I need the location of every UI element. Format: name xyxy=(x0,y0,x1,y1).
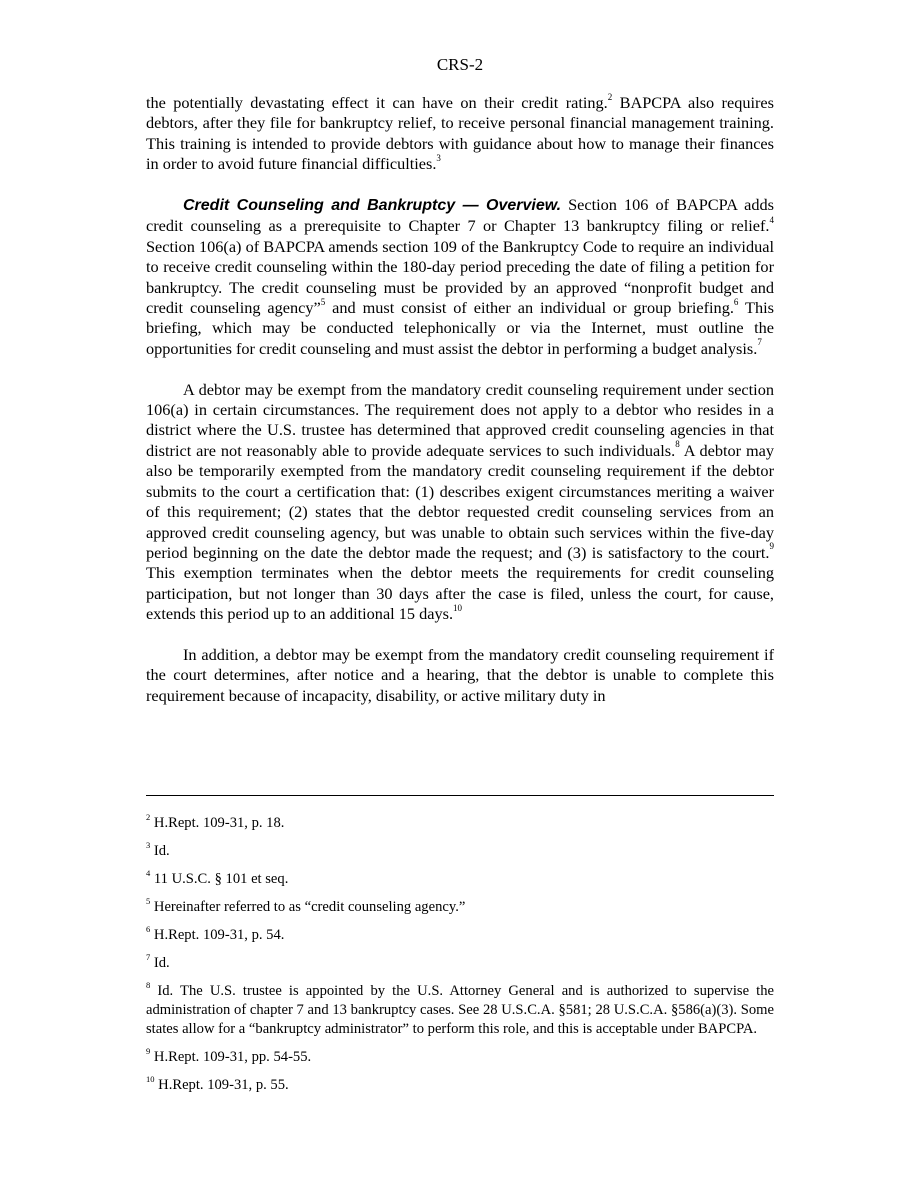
footnote xyxy=(146,982,774,1039)
footnote-number: 9 xyxy=(146,1046,151,1057)
footnote xyxy=(146,926,774,945)
footnote xyxy=(146,842,774,861)
footnote-number: 10 xyxy=(146,1074,155,1085)
footnote-reference[interactable]: 9 xyxy=(769,541,774,552)
footnote-reference[interactable]: 5 xyxy=(320,296,326,307)
footnote-separator xyxy=(146,795,774,796)
paragraph-text: A debtor may also be temporarily exempted from the mandatory credit counseling requirement if the debtor submits to the court a certification that: (1) describes exigent circumstances meriting a waiver of this requirement; (2) states that the debtor requested credit counseling services from an approved credit counseling agency, but was unable to obtain such services within the five-day period beginning on the date the debtor made the request; and (3) is satisfactory to the court. xyxy=(146,440,775,562)
section-run-in-heading: Credit Counseling and Bankruptcy — Overview. xyxy=(183,197,562,215)
footnote-reference[interactable]: 3 xyxy=(436,152,441,163)
paragraph-continuation xyxy=(146,93,774,175)
footnote xyxy=(146,1076,774,1095)
footnote-number: 2 xyxy=(146,812,151,823)
footnote xyxy=(146,814,774,833)
footnote-number: 8 xyxy=(146,980,151,991)
paragraph-text: Section 106 of BAPCPA adds credit counseling as a prerequisite to Chapter 7 or Chapter 13 bankruptcy filing or relief. xyxy=(146,195,774,236)
footnote xyxy=(146,954,774,973)
footnote-reference[interactable]: 2 xyxy=(607,91,613,102)
footnote xyxy=(146,870,774,889)
footnote-text: Id. xyxy=(150,843,170,859)
footnote-text: Hereinafter referred to as “credit counseling agency.” xyxy=(150,899,466,915)
paragraph-exemptions xyxy=(146,380,774,625)
footnote-text: 11 U.S.C. § 101 et seq. xyxy=(150,871,289,887)
footnote-number: 6 xyxy=(146,924,151,935)
paragraph-text: BAPCPA also requires debtors, after they file for bankruptcy relief, to receive personal financial management training. This training is intended to provide debtors with guidance about how to manage their finances in order to avoid future financial difficulties. xyxy=(146,93,774,174)
footnote-number: 5 xyxy=(146,896,151,907)
footnote-reference[interactable]: 10 xyxy=(453,602,463,613)
footnote xyxy=(146,898,774,917)
page-number-header: CRS-2 xyxy=(436,55,484,74)
footnote-text: H.Rept. 109-31, p. 18. xyxy=(150,815,285,831)
footnote-reference[interactable]: 6 xyxy=(733,296,739,307)
footnote-number: 7 xyxy=(146,952,151,963)
footnote-text: Id. xyxy=(150,955,170,971)
footnote-text: H.Rept. 109-31, p. 54. xyxy=(150,927,285,943)
paragraph-text: and must consist of either an individual or group briefing. xyxy=(325,298,734,318)
paragraph-text: This exemption terminates when the debtor meets the requirements for credit counseling participation, but not longer than 30 days after the case is filed, unless the court, for cause, extends this period up to an additional 15 days. xyxy=(146,563,774,624)
footnote xyxy=(146,1048,774,1067)
paragraph-text: In addition, a debtor may be exempt from the mandatory credit counseling requirement if the court determines, after notice and a hearing, that the debtor is unable to complete this requirement because of incapacity, disability, or active military duty in xyxy=(146,644,774,705)
footnote-reference[interactable]: 4 xyxy=(769,215,774,225)
footnote-text: Id. The U.S. trustee is appointed by the U.S. Attorney General and is authorized to supervise the administration of chapter 7 and 13 bankruptcy cases. See 28 U.S.C.A. §581; 28 U.S.C.A. §586(a)(3). Some states allow for a “bankruptcy administrator” to perform this role, and this is acceptable under BAPCPA. xyxy=(146,983,774,1037)
footnotes-section xyxy=(146,814,774,1104)
paragraph-additional-exemption xyxy=(146,645,774,706)
footnote-text: H.Rept. 109-31, pp. 54-55. xyxy=(150,1049,312,1065)
footnote-reference[interactable]: 8 xyxy=(675,439,680,450)
paragraph-text: This briefing, which may be conducted telephonically or via the Internet, must outline the opportunities for credit counseling and must assist the debtor in performing a budget analysis. xyxy=(146,298,774,358)
body-text xyxy=(146,93,774,727)
paragraph-text: A debtor may be exempt from the mandatory credit counseling requirement under section 106(a) in certain circumstances. The requirement does not apply to a debtor who resides in a district where the U.S. trustee has determined that approved credit counseling agencies in that district are not reasonably able to provide adequate services to such individuals. xyxy=(146,379,774,460)
paragraph-overview xyxy=(146,195,774,359)
footnote-reference[interactable]: 7 xyxy=(757,337,762,348)
footnote-text: H.Rept. 109-31, p. 55. xyxy=(154,1077,289,1093)
paragraph-text: Section 106(a) of BAPCPA amends section 109 of the Bankruptcy Code to require an individual to receive credit counseling within the 180-day period preceding the date of filing a petition for bankruptcy. The credit counseling must be provided by an approved “nonprofit budget and credit counseling agency” xyxy=(146,236,774,318)
paragraph-text: the potentially devastating effect it can have on their credit rating. xyxy=(146,93,608,112)
footnote-number: 3 xyxy=(146,840,151,851)
footnote-number: 4 xyxy=(146,868,151,879)
